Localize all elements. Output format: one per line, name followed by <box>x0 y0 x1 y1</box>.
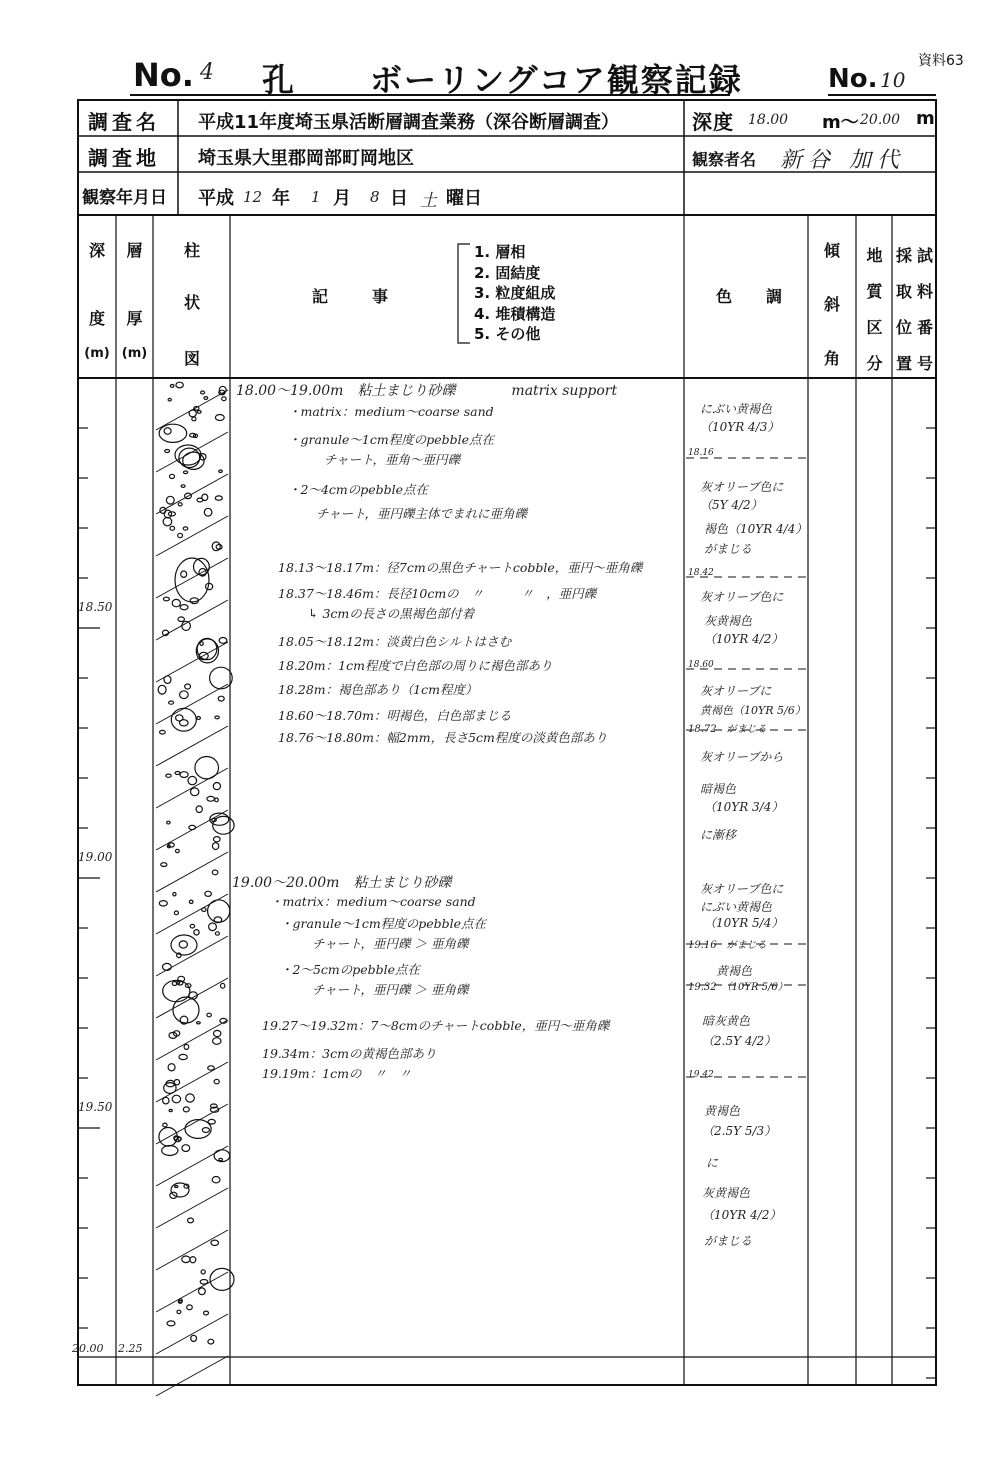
depth-mark-1900: 19.00 <box>78 850 113 864</box>
pebble <box>189 825 196 829</box>
pebble <box>182 1145 190 1152</box>
page-title: ボーリングコア観察記録 <box>370 61 743 99</box>
pebble <box>202 908 206 912</box>
pebble <box>201 391 205 394</box>
date-label: 観察年月日 <box>82 188 167 208</box>
pebble <box>185 1120 211 1139</box>
col-depth: 深 度 (m) <box>84 241 110 361</box>
pebble <box>197 1022 201 1024</box>
pebble <box>208 1339 214 1344</box>
depth-unit: m <box>916 108 935 129</box>
page-no: 10 <box>880 68 906 92</box>
pebble <box>212 1177 220 1183</box>
pebble <box>180 605 188 610</box>
pebble <box>201 1270 205 1274</box>
pebble <box>163 1123 167 1127</box>
pebble <box>172 1095 180 1103</box>
pebble <box>197 411 201 414</box>
pebble <box>214 1079 219 1083</box>
depth-from: 18.00 <box>748 112 789 128</box>
pebble <box>169 1109 172 1111</box>
hatch-line <box>156 684 228 724</box>
pebble <box>185 684 191 689</box>
pebble <box>170 474 175 478</box>
pebble <box>178 503 182 506</box>
col-sample-2: 試 料 番 号 <box>916 246 933 373</box>
pebble <box>214 837 221 842</box>
depth-mark-2000: 20.00 <box>72 1342 104 1355</box>
pebble <box>197 638 217 659</box>
pebble <box>207 796 215 801</box>
pebble <box>164 428 171 435</box>
depth-label: 深度 <box>692 110 734 134</box>
pebble <box>181 571 187 577</box>
pebble <box>172 599 180 606</box>
pebble <box>163 963 172 970</box>
pebble <box>181 485 185 488</box>
date-day: 8 <box>370 188 380 206</box>
pebble <box>180 772 188 778</box>
pebble <box>168 398 171 401</box>
pebble <box>196 806 202 813</box>
depth-mark-1950: 19.50 <box>78 1100 113 1114</box>
hole-kanji: 孔 <box>262 61 297 99</box>
pebble <box>167 821 170 824</box>
pebble <box>177 1310 181 1313</box>
col-color-2: 調 <box>766 287 783 306</box>
date-d-label: 日 <box>390 188 408 209</box>
pebble <box>215 496 222 500</box>
pebble <box>178 617 184 622</box>
pebble <box>189 900 193 903</box>
thickness-mark-value: 2.25 <box>118 1342 143 1355</box>
pebble <box>167 1321 175 1326</box>
pebble <box>213 783 220 790</box>
pebble <box>163 597 169 601</box>
pebble <box>200 1280 208 1285</box>
pebble <box>186 1094 195 1102</box>
depth-mid: m～ <box>822 112 859 133</box>
pebble <box>165 450 170 453</box>
pebble <box>190 924 194 928</box>
pebble <box>170 526 175 530</box>
date-year: 12 <box>243 188 263 206</box>
hatch-line <box>156 474 228 514</box>
pebble <box>215 932 219 935</box>
pebble <box>213 1038 221 1045</box>
hatch-line <box>156 726 228 766</box>
pebble <box>183 527 188 530</box>
col-dip: 傾 斜 角 <box>823 241 840 368</box>
pebble <box>197 717 201 720</box>
date-dow: 土 <box>420 191 437 211</box>
hole-no: 4 <box>200 60 214 85</box>
pebble <box>180 691 189 699</box>
date-month: 1 <box>311 188 321 206</box>
pebble <box>208 1066 215 1070</box>
hatch-line <box>156 1230 228 1270</box>
page-no-label: No. <box>828 64 878 94</box>
pebble <box>158 685 166 694</box>
pebble <box>222 397 226 401</box>
pebble <box>215 798 219 802</box>
color-notes: にぶい黄褐色 （10YR 4/3） 18.16 灰オリーブ色に （5Y 4/2） 褐色（10YR 4/4） がまじる 18.42 灰オリーブ色に 灰黄褐色 （10YR 4/2） 18.60 灰オリーブに 黄褐色（10YR 5/6） 18.72 がまじる 灰オリーブから 暗褐色 （10YR 3/4） に漸移 灰オリーブ色に にぶい黄褐色 （10YR 5/4） 19.16 がまじる 黄褐色 19.32 （10YR 5/6） 暗灰黄色 （2.5Y 4/2） 19.42 黄褐色 （2.5Y 5/3） に 灰黄褐色 （10YR 4/2） がまじる <box>688 402 808 1248</box>
pebble <box>182 621 191 630</box>
pebble <box>204 397 208 400</box>
pebble <box>174 911 178 915</box>
hatch-line <box>156 516 228 556</box>
pebble <box>166 774 171 777</box>
pebble <box>169 701 174 704</box>
pebble <box>218 696 224 701</box>
pebble <box>187 1305 193 1310</box>
col-article-label-2: 事 <box>372 287 389 306</box>
pebble <box>166 496 174 504</box>
pebble <box>204 508 212 516</box>
pebble <box>183 471 187 474</box>
pebble <box>202 494 208 500</box>
pebble <box>175 1186 178 1188</box>
pebble <box>176 382 183 388</box>
pebble <box>190 1257 196 1263</box>
pebble <box>176 982 179 984</box>
pebble <box>163 1097 169 1104</box>
pebble <box>188 776 197 784</box>
pebble <box>191 788 199 796</box>
pebble <box>178 533 183 537</box>
pebble <box>174 1080 179 1085</box>
pebble <box>219 1158 223 1160</box>
large-pebble <box>175 558 209 602</box>
pebble <box>191 1335 197 1341</box>
col-sample: 採 取 位 置 <box>895 246 912 373</box>
hatch-line <box>156 1146 228 1186</box>
pebble <box>205 891 212 896</box>
pebble <box>216 545 222 550</box>
survey-name-label: 調査名 <box>88 110 160 134</box>
col-geo: 地 質 区 分 <box>866 246 883 373</box>
hatch-line <box>156 1356 228 1396</box>
pebble <box>176 715 183 721</box>
depth-mark-1850: 18.50 <box>78 600 113 614</box>
col-article-label-1: 記 <box>312 287 329 306</box>
hatch-line <box>156 1020 228 1060</box>
col-article-items: 1. 層相 2. 固結度 3. 粒度組成 4. 堆積構造 5. その他 <box>474 243 556 343</box>
date-era: 平成 <box>198 188 234 209</box>
pebble <box>202 1128 209 1133</box>
pebble <box>173 893 176 896</box>
pebble <box>183 1107 189 1112</box>
pebble <box>179 1054 187 1059</box>
pebble <box>192 417 196 421</box>
pebble <box>219 638 227 644</box>
pebble <box>164 676 171 684</box>
pebble <box>219 470 222 472</box>
observer: 新谷 加代 <box>780 148 905 173</box>
site-label: 調査地 <box>88 146 160 170</box>
pebble <box>159 424 187 442</box>
pebble <box>189 410 196 417</box>
pebble <box>211 1104 218 1108</box>
pebble <box>175 772 180 775</box>
pebble <box>204 1311 209 1315</box>
hole-no-label: No. <box>133 56 194 94</box>
hatch-line <box>156 558 228 598</box>
pebble <box>168 1064 175 1071</box>
pebble <box>163 517 172 525</box>
col-column: 柱 状 図 <box>183 241 200 368</box>
hatch-line <box>156 852 228 892</box>
pebble <box>207 1013 211 1017</box>
pebble <box>221 983 225 988</box>
pebble <box>210 667 233 689</box>
date-dow-label: 曜日 <box>446 188 482 209</box>
large-pebble <box>171 1183 189 1197</box>
pebble <box>159 901 167 906</box>
pebble <box>211 1240 219 1245</box>
large-pebble <box>171 935 197 955</box>
pebble <box>208 1119 215 1124</box>
pebble <box>215 716 219 719</box>
hatch-line <box>156 1314 228 1354</box>
pebble <box>212 870 218 875</box>
pebble <box>161 863 167 867</box>
hatch-line <box>156 600 228 640</box>
pebble <box>170 385 174 388</box>
pebble <box>188 1218 194 1223</box>
depth-to: 20.00 <box>860 112 901 128</box>
site: 埼玉県大里郡岡部町岡地区 <box>198 148 414 169</box>
observer-label: 観察者名 <box>692 150 757 169</box>
pebble <box>184 1044 189 1049</box>
date-y-label: 年 <box>272 188 290 209</box>
col-color-1: 色 <box>716 287 733 306</box>
doc-ref: 資料63 <box>918 53 964 69</box>
pebble <box>194 930 199 935</box>
pebble <box>199 1288 206 1295</box>
pebble <box>160 730 166 734</box>
pebble <box>176 849 180 852</box>
date-m-label: 月 <box>333 188 351 209</box>
pebble <box>214 1030 221 1036</box>
survey-name: 平成11年度埼玉県活断層調査業務（深谷断層調査） <box>198 112 620 133</box>
pebble <box>162 1146 178 1156</box>
col-thickness: 層 厚 (m) <box>121 241 148 361</box>
pebble <box>182 1256 190 1263</box>
pebble <box>179 941 187 948</box>
pebble <box>212 843 218 850</box>
pebble <box>209 923 217 931</box>
pebble <box>208 900 230 922</box>
pebble <box>215 415 224 421</box>
pebble <box>195 757 219 779</box>
